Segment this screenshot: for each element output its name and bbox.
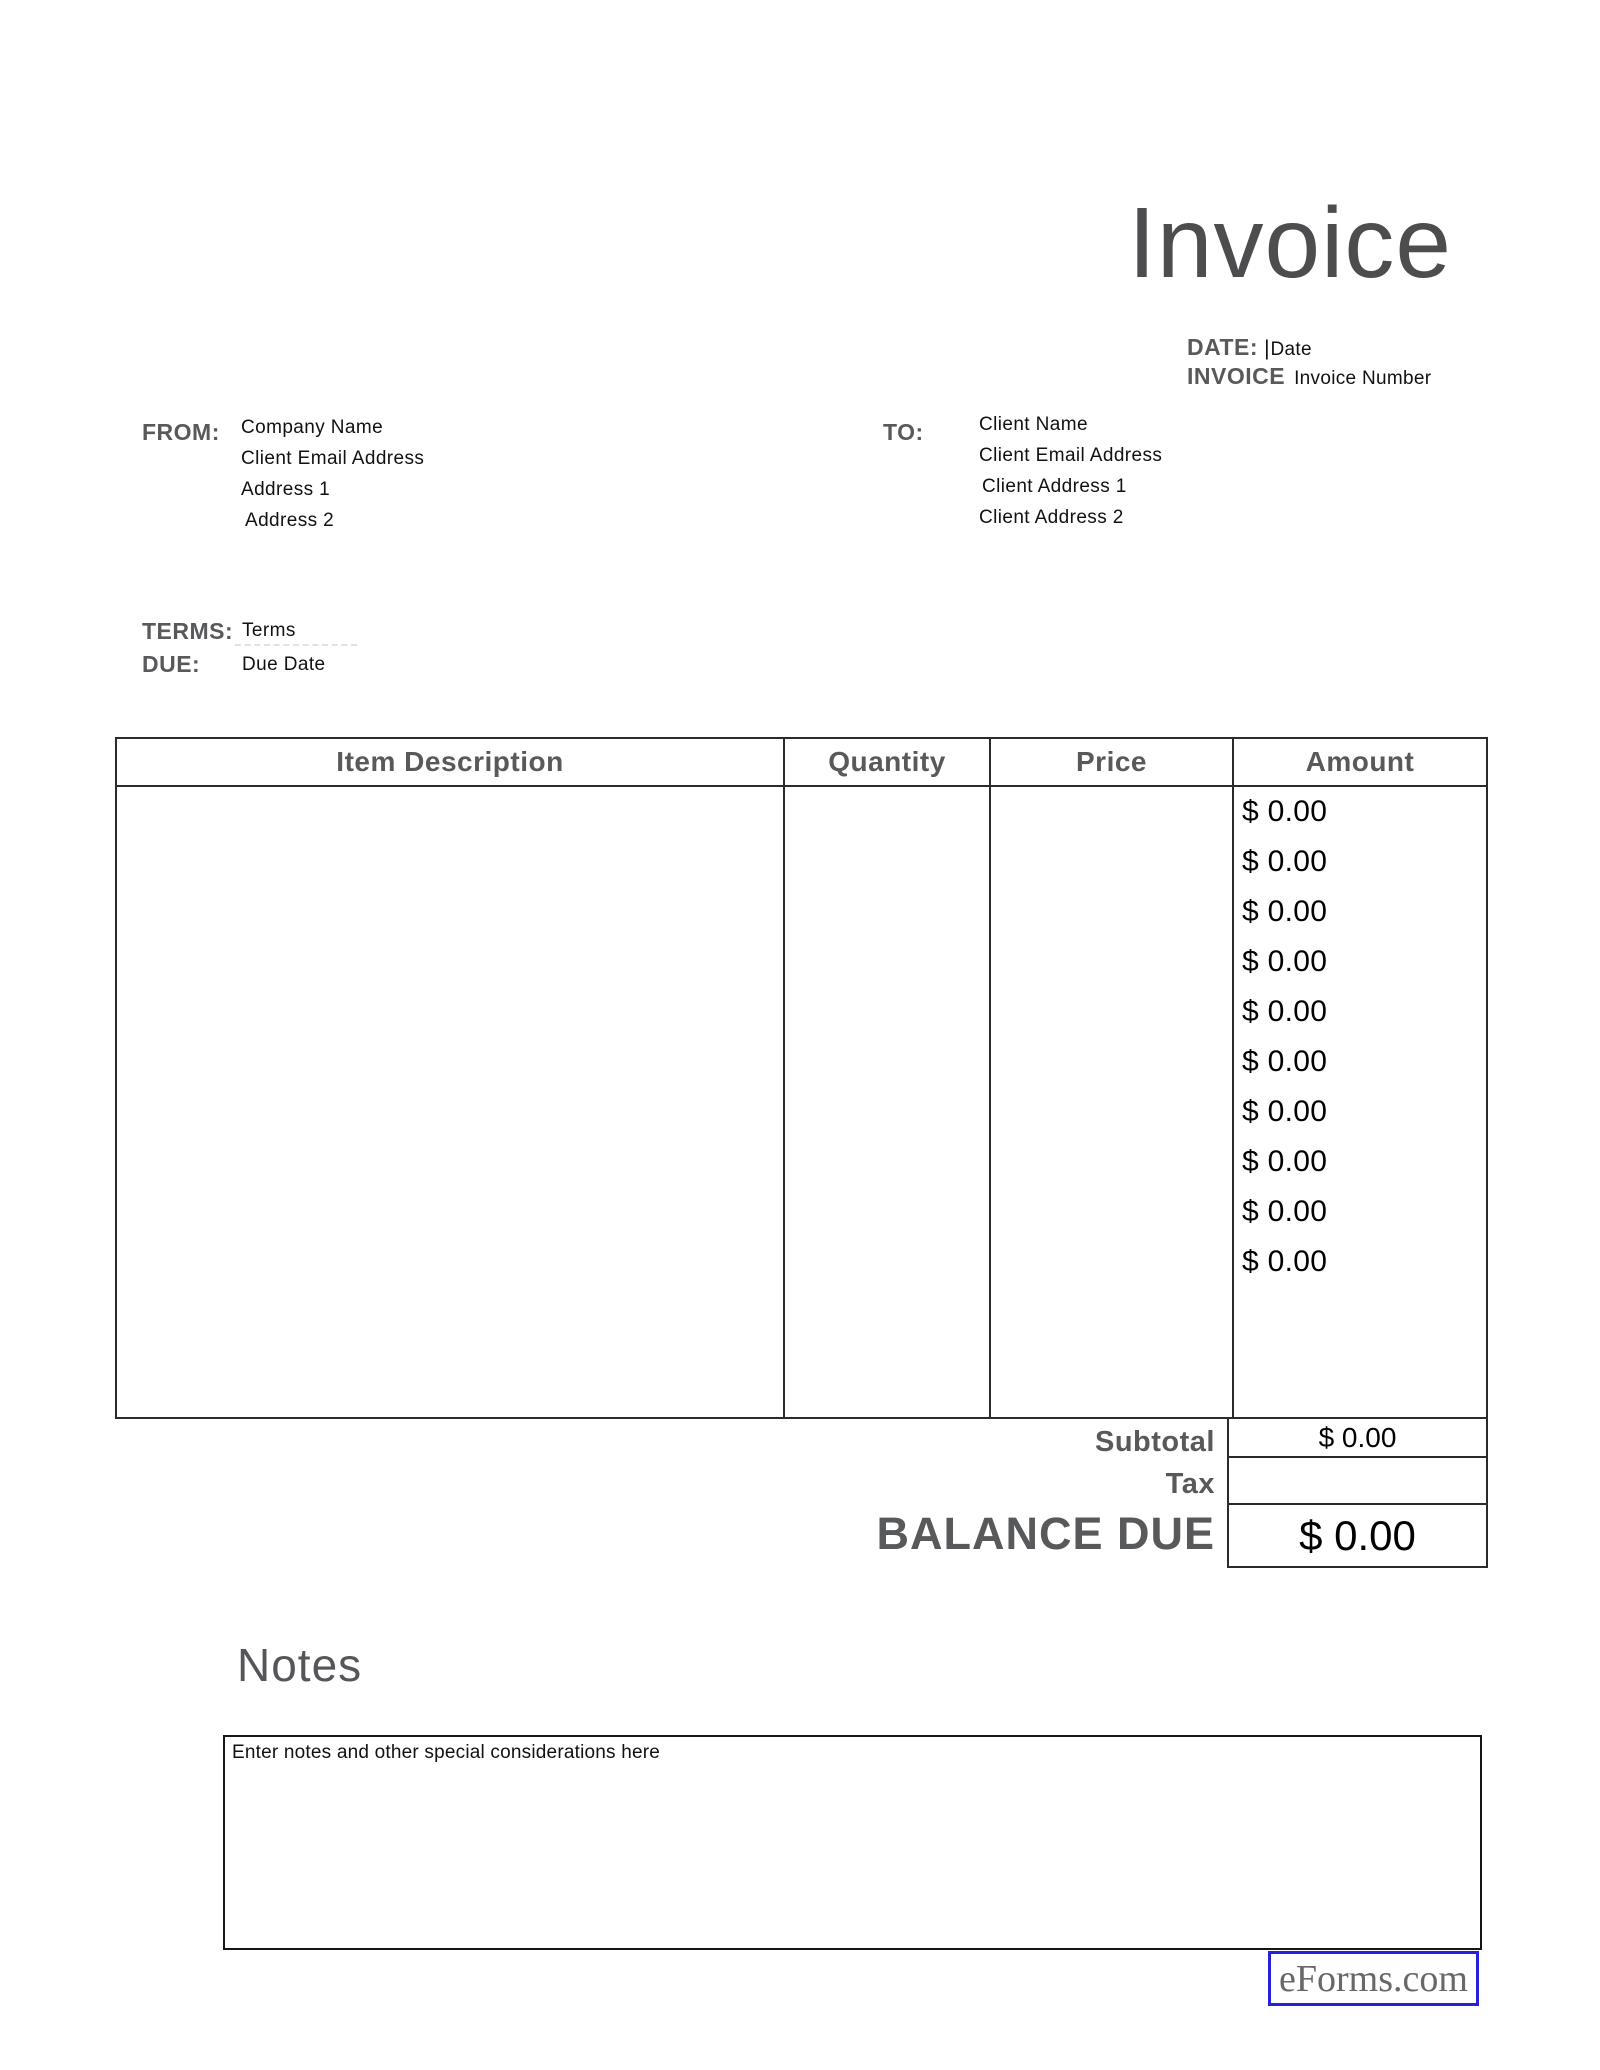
notes-heading: Notes xyxy=(237,1639,363,1691)
terms-field-wrap xyxy=(242,615,296,646)
amount-column xyxy=(1232,787,1486,1417)
amount-cell: $ 0.00 xyxy=(1242,795,1328,828)
amount-cell: $ 0.00 xyxy=(1242,845,1328,878)
amount-cell: $ 0.00 xyxy=(1242,995,1328,1028)
due-field-wrap xyxy=(242,649,325,680)
column-header-amount: Amount xyxy=(1232,739,1486,785)
date-row xyxy=(1187,334,1312,361)
balance-due-value: $ 0.00 xyxy=(1299,1511,1416,1559)
eforms-logo-text: eForms.com xyxy=(1279,1957,1468,2000)
column-header-item-description: Item Description xyxy=(336,746,564,777)
terms-field[interactable]: Terms xyxy=(242,620,296,641)
from-address2-field[interactable]: Address 2 xyxy=(245,510,335,531)
item-description-input-area[interactable] xyxy=(117,787,783,1417)
amount-cell: $ 0.00 xyxy=(1242,1195,1328,1228)
invoice-title: Invoice xyxy=(1128,187,1452,299)
from-label: FROM: xyxy=(142,419,220,445)
to-address1-field[interactable]: Client Address 1 xyxy=(982,476,1127,497)
tax-label: Tax xyxy=(1165,1468,1215,1500)
from-email-field[interactable]: Client Email Address xyxy=(241,448,425,469)
terms-label: TERMS: xyxy=(142,618,234,644)
notes-placeholder: Enter notes and other special considerations here xyxy=(232,1742,661,1763)
amount-cell: $ 0.00 xyxy=(1242,945,1328,978)
amount-cell: $ 0.00 xyxy=(1242,895,1328,928)
date-label: DATE: xyxy=(1187,334,1259,360)
invoice-number-field[interactable]: Invoice Number xyxy=(1294,368,1432,389)
amount-cell: $ 0.00 xyxy=(1242,1095,1328,1128)
notes-input[interactable] xyxy=(223,1735,1482,1950)
table-body xyxy=(117,787,1486,1417)
table-header-row xyxy=(117,739,1486,787)
to-client-name-field[interactable]: Client Name xyxy=(979,414,1088,435)
from-company-field[interactable]: Company Name xyxy=(241,417,384,438)
amount-cell: $ 0.00 xyxy=(1242,1145,1328,1178)
due-date-field[interactable]: Due Date xyxy=(242,654,326,675)
amount-cell: $ 0.00 xyxy=(1242,1245,1328,1278)
subtotal-value-box xyxy=(1227,1419,1488,1458)
column-header-quantity: Quantity xyxy=(783,739,989,785)
terms-field-underline xyxy=(235,644,357,646)
eforms-logo-link[interactable] xyxy=(1268,1951,1479,2006)
invoice-number-row xyxy=(1187,363,1431,390)
column-header-price: Price xyxy=(989,739,1232,785)
to-label: TO: xyxy=(883,419,924,445)
amount-cell: $ 0.00 xyxy=(1242,1045,1328,1078)
line-items-table xyxy=(115,737,1488,1419)
text-cursor: | xyxy=(1264,337,1270,360)
price-input-area[interactable] xyxy=(989,787,1232,1417)
balance-due-value-box xyxy=(1227,1505,1488,1568)
to-fields xyxy=(979,409,1162,533)
from-address1-field[interactable]: Address 1 xyxy=(241,479,331,500)
tax-input-box[interactable] xyxy=(1227,1458,1488,1505)
from-fields xyxy=(241,412,424,536)
invoice-number-label: INVOICE xyxy=(1187,363,1286,389)
to-address2-field[interactable]: Client Address 2 xyxy=(979,507,1124,528)
quantity-input-area[interactable] xyxy=(783,787,989,1417)
due-label: DUE: xyxy=(142,651,201,677)
date-field[interactable]: Date xyxy=(1270,339,1312,360)
balance-due-label: BALANCE DUE xyxy=(876,1508,1215,1559)
to-email-field[interactable]: Client Email Address xyxy=(979,445,1163,466)
subtotal-label: Subtotal xyxy=(1095,1426,1215,1458)
subtotal-value: $ 0.00 xyxy=(1318,1421,1397,1453)
